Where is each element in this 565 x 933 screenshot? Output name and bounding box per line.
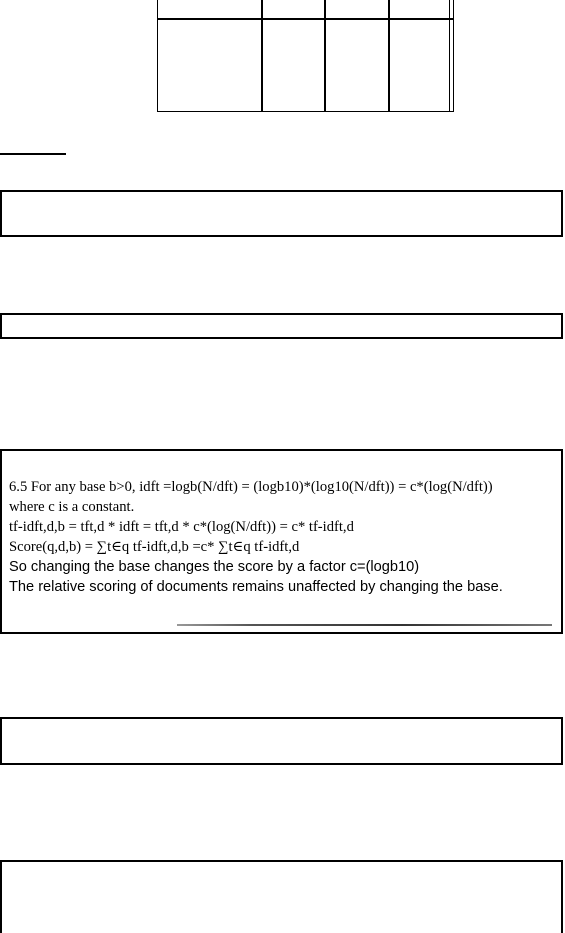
answer-line-4: Score(q,d,b) = ∑t∈q tf-idft,d,b =c* ∑t∈q tf-idft,d bbox=[9, 539, 300, 555]
table-column-divider bbox=[388, 0, 390, 111]
empty-answer-box-3 bbox=[0, 717, 563, 765]
answer-line-3: tf-idft,d,b = tft,d * idft = tft,d * c*(log(N/dft)) = c* tf-idft,d bbox=[9, 519, 354, 535]
answer-line-2: where c is a constant. bbox=[9, 499, 135, 515]
scan-artifact-line bbox=[177, 624, 552, 626]
answer-line-1: 6.5 For any base b>0, idft =logb(N/dft) = (logb10)*(log10(N/dft)) = c*(log(N/dft)) bbox=[9, 479, 493, 495]
underline-mark bbox=[0, 153, 66, 155]
answer-line-5: So changing the base changes the score by a factor c=(logb10) bbox=[9, 559, 420, 575]
top-table bbox=[157, 0, 454, 112]
empty-answer-box-2 bbox=[0, 313, 563, 339]
empty-answer-box-4 bbox=[0, 860, 563, 933]
table-column-divider bbox=[324, 0, 326, 111]
answer-box-6-5 bbox=[0, 449, 563, 634]
table-column-divider bbox=[261, 0, 263, 111]
table-double-border bbox=[449, 0, 450, 111]
answer-line-6: The relative scoring of documents remains unaffected by changing the base. bbox=[9, 579, 503, 595]
table-header-rule bbox=[158, 18, 453, 20]
empty-answer-box-1 bbox=[0, 190, 563, 237]
